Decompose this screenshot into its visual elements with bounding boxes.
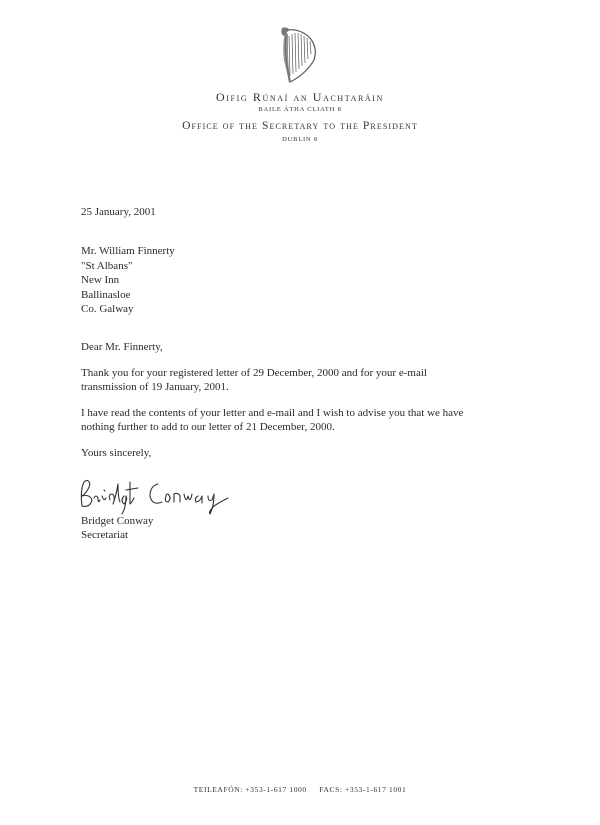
address-line: New Inn <box>81 274 120 286</box>
letterhead-english-title: Office of the Secretary to the President <box>182 120 418 132</box>
letterhead-irish-title: Oifig Rúnaí an Uachtaráin <box>216 90 384 104</box>
signer-name: Bridget Conway <box>81 515 154 527</box>
letterhead-english-city: DUBLIN 8 <box>282 136 318 143</box>
handwritten-signature <box>76 476 246 516</box>
address-line: Mr. William Finnerty <box>81 245 175 257</box>
body-paragraph <box>81 406 463 434</box>
letterhead-footer <box>0 785 600 794</box>
harp-icon <box>280 26 320 86</box>
address-line: "St Albans" <box>81 259 133 272</box>
signer-block <box>81 514 153 542</box>
salutation: Dear Mr. Finnerty, <box>81 341 163 353</box>
footer-fax: FACS: +353-1-617 1001 <box>319 785 407 794</box>
address-line: Ballinasloe <box>81 288 131 301</box>
signer-title: Secretariat <box>81 529 129 541</box>
footer-phone: TEILEAFÓN: +353-1-617 1000 <box>193 785 307 794</box>
paragraph-line: nothing further to add to our letter of 21 December, 2000. <box>81 421 335 433</box>
address-line: Co. Galway <box>81 303 134 315</box>
recipient-address <box>81 244 175 317</box>
letter-date: 25 January, 2001 <box>81 206 156 218</box>
paragraph-line: I have read the contents of your letter and e-mail and I wish to advise you that we have <box>81 407 464 419</box>
letterhead-irish-city: BAILE ÁTHA CLIATH 8 <box>258 106 342 113</box>
paragraph-line: transmission of 19 January, 2001. <box>81 381 229 393</box>
paragraph-line: Thank you for your registered letter of 29 December, 2000 and for your e-mail <box>81 367 427 379</box>
closing: Yours sincerely, <box>81 447 152 459</box>
body-paragraph <box>81 366 427 394</box>
